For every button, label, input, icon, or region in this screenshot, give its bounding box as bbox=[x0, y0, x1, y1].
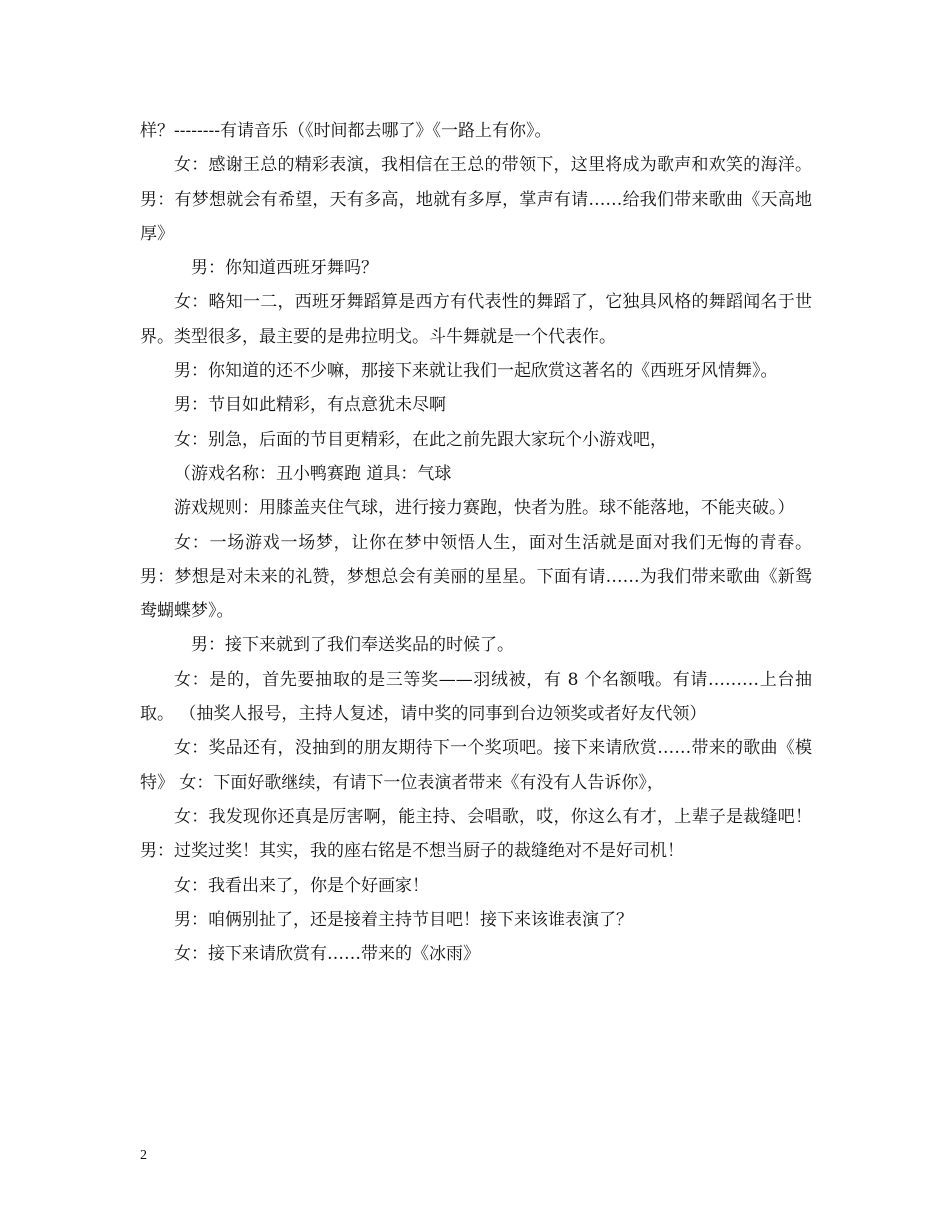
paragraph: 男：接下来就到了我们奉送奖品的时候了。 bbox=[191, 635, 514, 656]
paragraph: 男：节目如此精彩，有点意犹未尽啊 bbox=[174, 395, 446, 416]
paragraph: 女：接下来请欣赏有……带来的《冰雨》 bbox=[174, 944, 480, 965]
paragraph: 女：是的，首先要抽取的是三等奖——羽绒被，有 8 个名额哦。有请………上台抽取。 （抽奖人报号，主持人复述，请中奖的同事到台边领奖或者好友代领） bbox=[140, 669, 812, 725]
paragraph: 样？--------有请音乐（《时间都去哪了》《一路上有你》。 bbox=[140, 121, 552, 141]
page-number: 2 bbox=[140, 1148, 147, 1163]
paragraph: 游戏规则：用膝盖夹住气球，进行接力赛跑，快者为胜。球不能落地，不能夹破。） bbox=[174, 498, 795, 519]
paragraph: 男：你知道的还不少嘛，那接下来就让我们一起欣赏这著名的《西班牙风情舞》。 bbox=[174, 361, 778, 382]
paragraph: 女：感谢王总的精彩表演，我相信在王总的带领下，这里将成为歌声和欢笑的海洋。 男：有梦想就会有希望，天有多高，地就有多厚，掌声有请……给我们带来歌曲《天高地厚》 bbox=[140, 155, 812, 244]
paragraph: 女：别急，后面的节目更精彩，在此之前先跟大家玩个小游戏吧， bbox=[174, 429, 667, 450]
paragraph: 女：我看出来了，你是个好画家！ bbox=[174, 875, 429, 896]
paragraph: 男：你知道西班牙舞吗？ bbox=[191, 258, 378, 279]
paragraph: 女：一场游戏一场梦，让你在梦中领悟人生，面对生活就是面对我们无悔的青春。 男：梦想是对未来的礼赞，梦想总会有美丽的星星。下面有请……为我们带来歌曲《新鸳鸯蝴蝶梦》。 bbox=[140, 532, 812, 622]
paragraph: 男：咱俩别扯了，还是接着主持节目吧！接下来该谁表演了？ bbox=[174, 909, 633, 930]
paragraph: 女：我发现你还真是厉害啊，能主持、会唱歌，哎，你这么有才，上辈子是裁缝吧！ 男：过奖过奖！其实，我的座右铭是不想当厨子的裁缝绝对不是好司机！ bbox=[140, 806, 812, 862]
paragraph: （游戏名称：丑小鸭赛跑 道具：气球 bbox=[174, 463, 452, 484]
paragraph: 女：奖品还有，没抽到的朋友期待下一个奖项吧。接下来请欣赏……带来的歌曲《模特》 女：下面好歌继续，有请下一位表演者带来《有没有人告诉你》， bbox=[140, 738, 812, 793]
paragraph: 女：略知一二，西班牙舞蹈算是西方有代表性的舞蹈了，它独具风格的舞蹈闻名于世界。类型很多，最主要的是弗拉明戈。斗牛舞就是一个代表作。 bbox=[140, 292, 812, 347]
document-body bbox=[140, 114, 812, 971]
